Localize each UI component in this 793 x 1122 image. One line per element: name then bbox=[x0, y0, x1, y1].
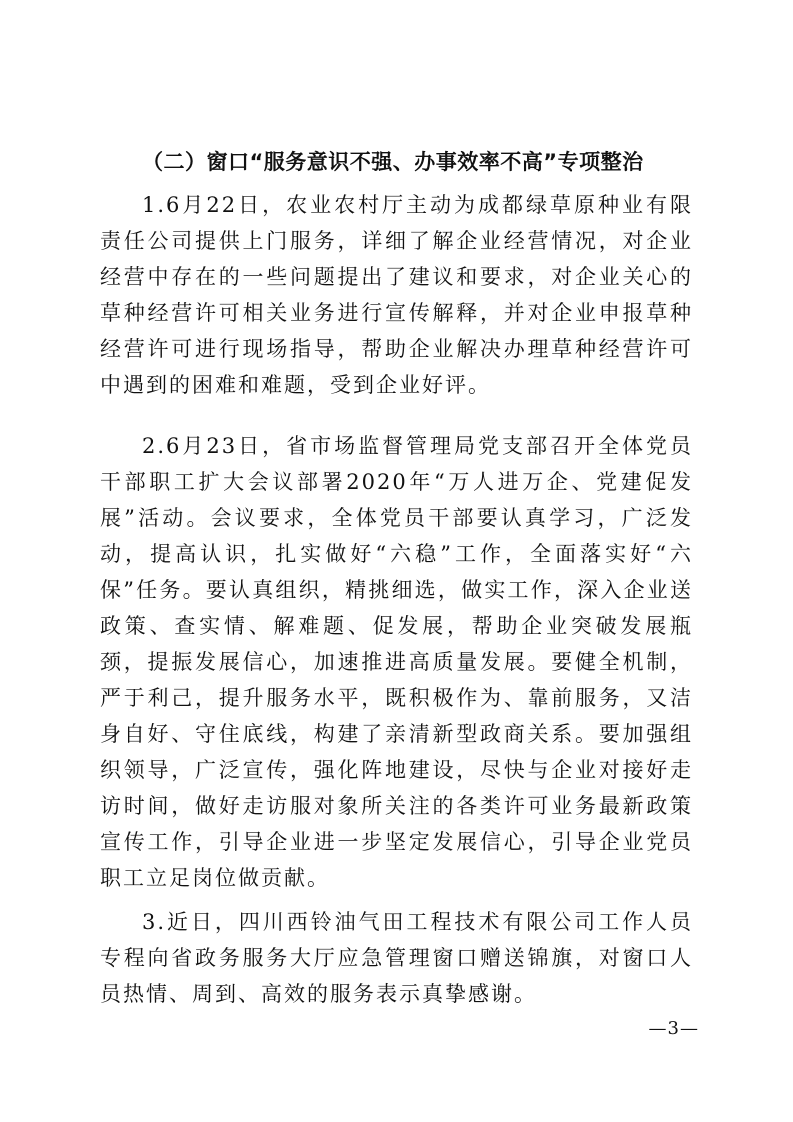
paragraph-3: 3.近日，四川西铃油气田工程技术有限公司工作人员专程向省政务服务大厅应急管理窗口赠送锦旗，对窗口人员热情、周到、高效的服务表示真挚感谢。 bbox=[100, 910, 693, 1006]
page-number: —3— bbox=[648, 1018, 699, 1039]
section-heading: （二）窗口“服务意识不强、办事效率不高”专项整治 bbox=[142, 150, 644, 174]
paragraph-2: 2.6月23日，省市场监督管理局党支部召开全体党员干部职工扩大会议部署2020年“万人进万企、党建促发展”活动。会议要求，全体党员干部要认真学习，广泛发动，提高认识，扎实做好“六稳”工作，全面落实好“六保”任务。要认真组织，精挑细选，做实工作，深入企业送政策、查实情、解难题、促发展，帮助企业突破发展瓶颈，提振发展信心，加速推进高质量发展。要健全机制，严于利己，提升服务水平，既积极作为、靠前服务，又洁身自好、守住底线，构建了亲清新型政商关系。要加强组织领导，广泛宣传，强化阵地建设，尽快与企业对接好走访时间，做好走访服对象所关注的各类许可业务最新政策宣传工作，引导企业进一步坚定发展信心，引导企业党员职工立足岗位做贡献。 bbox=[100, 434, 693, 890]
paragraph-1: 1.6月22日，农业农村厅主动为成都绿草原种业有限责任公司提供上门服务，详细了解企业经营情况，对企业经营中存在的一些问题提出了建议和要求，对企业关心的草种经营许可相关业务进行宣传解释，并对企业申报草种经营许可进行现场指导，帮助企业解决办理草种经营许可中遇到的困难和难题，受到企业好评。 bbox=[100, 193, 693, 397]
